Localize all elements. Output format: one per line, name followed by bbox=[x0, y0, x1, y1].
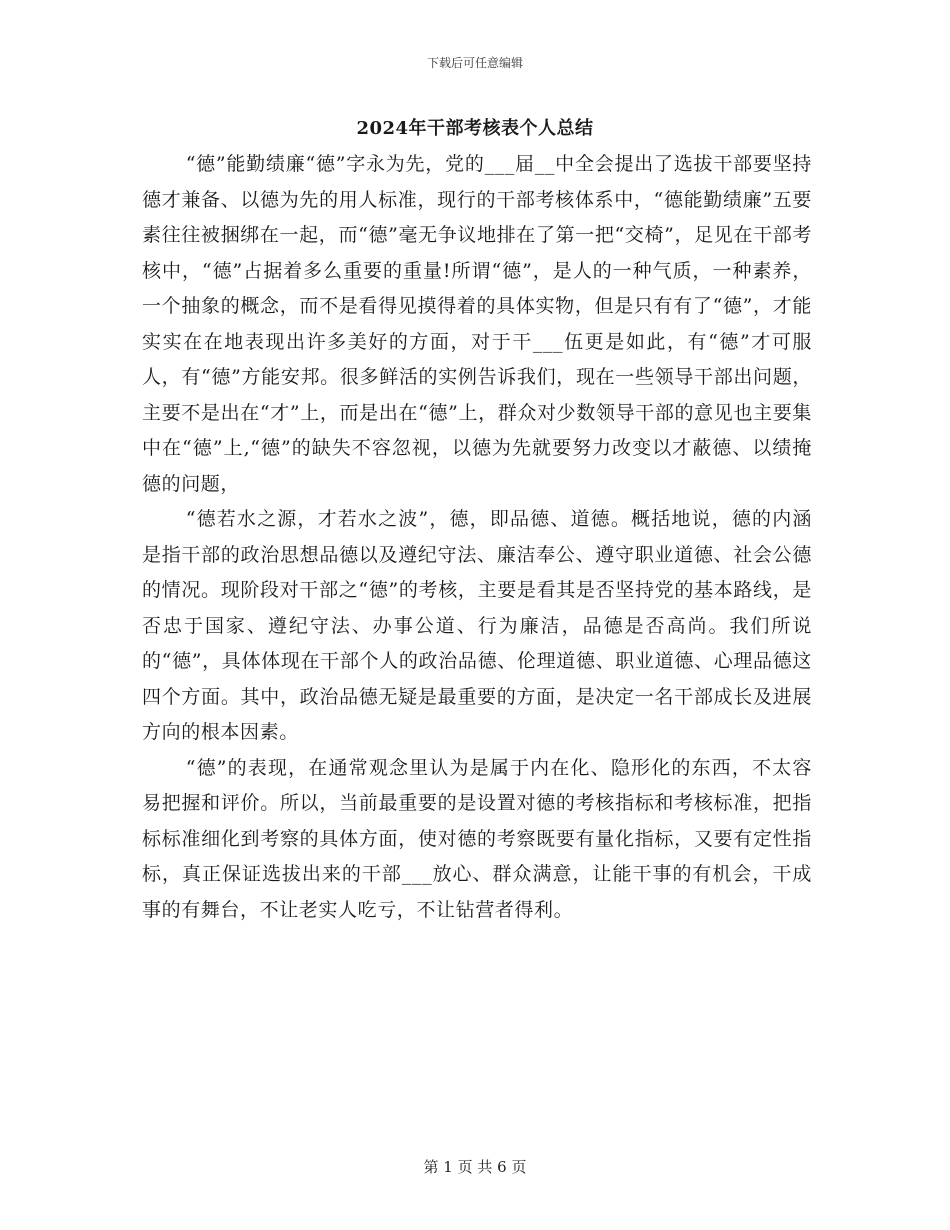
paragraph-2: “德若水之源，才若水之波”，德，即品德、道德。概括地说，德的内涵是指干部的政治思想品德以及遵纪守法、廉洁奉公、遵守职业道德、社会公德的情况。现阶段对干部之“德”的考核，主要是看其是否坚持党的基本路线，是否忠于国家、遵纪守法、办事公道、行为廉洁，品德是否高尚。我们所说的“德”，具体体现在干部个人的政治品德、伦理道德、职业道德、心理品德这四个方面。其中，政治品德无疑是最重要的方面，是决定一名干部成长及进展方向的根本因素。 bbox=[142, 508, 812, 743]
paragraph-1: “德”能勤绩廉“德”字永为先，党的___届__中全会提出了选拔干部要坚持德才兼备、以德为先的用人标准，现行的干部考核体系中，“德能勤绩廉”五要素往往被捆绑在一起，而“德”毫无争议地排在了第一把“交椅”，足见在干部考核中，“德”占据着多么重要的重量!所谓“德”，是人的一种气质，一种素养，一个抽象的概念，而不是看得见摸得着的具体实物，但是只有有了“德”，才能实实在在地表现出许多美好的方面，对于干___伍更是如此，有“德”才可服人，有“德”方能安邦。很多鲜活的实例告诉我们，现在一些领导干部出问题，主要不是出在“才”上，而是出在“德”上，群众对少数领导干部的意见也主要集中在“德”上,“德”的缺失不容忽视，以德为先就要努力改变以才蔽德、以绩掩德的问题， bbox=[142, 153, 812, 495]
paragraph-3: “德”的表现，在通常观念里认为是属于内在化、隐形化的东西，不太容易把握和评价。所以，当前最重要的是设置对德的考核指标和考核标准，把指标标准细化到考察的具体方面，使对德的考察既要有量化指标，又要有定性指标，真正保证选拔出来的干部___放心、群众满意，让能干事的有机会，干成事的有舞台，不让老实人吃亏，不让钻营者得利。 bbox=[142, 756, 812, 921]
document-body bbox=[142, 147, 812, 928]
document-title: 2024年干部考核表个人总结 bbox=[356, 118, 594, 139]
page-number: 第 1 页 共 6 页 bbox=[423, 1158, 527, 1176]
download-note: 下载后可任意编辑 bbox=[426, 56, 523, 70]
